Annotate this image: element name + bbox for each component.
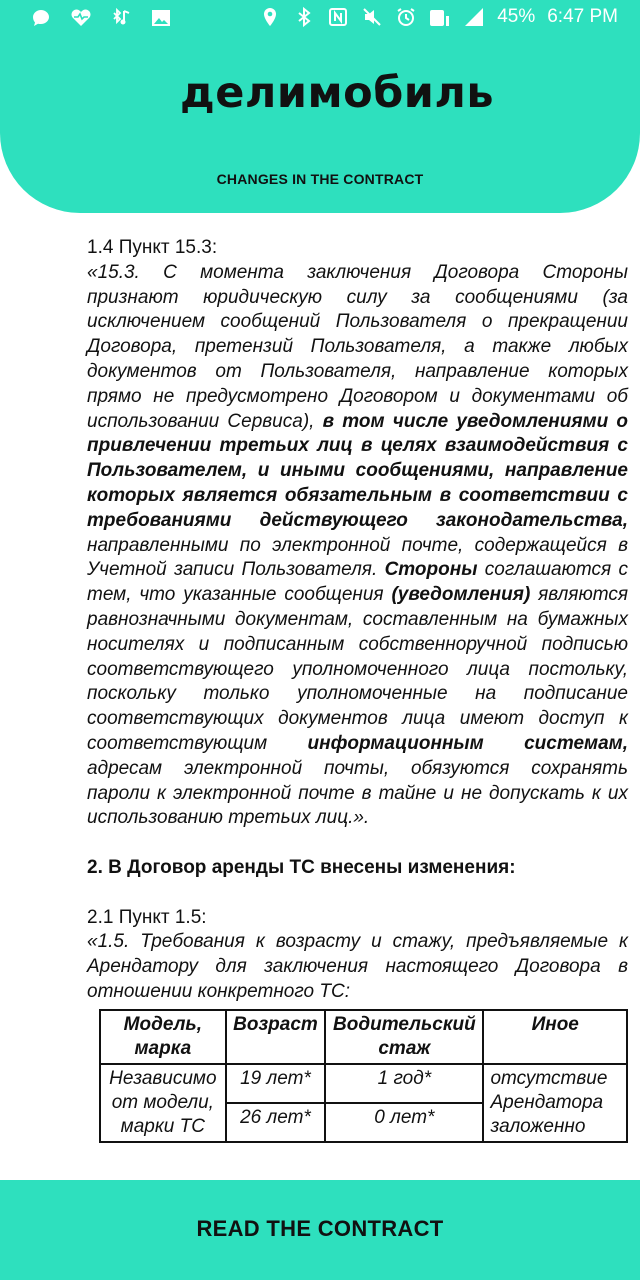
table-cell: Независимо от модели, марки ТС: [100, 1064, 226, 1142]
section-1-4-text: «15.3. С момента заключения Договора Стороны признают юридическую силу за сообщениями (за исключением сообщений Пользователя о прекращении Договора, претензий Пользователя, а также любых документов от Пользователя, направление которых прямо не предусмотрено Договором и документами об использовании Сервиса), в том числе уведомлениями о привлечении третьих лиц в целях взаимодействия с Пользователем, и иными сообщениями, направление которых является обязательным в соответствии с требованиями действующего законодательства, направленными по электронной почте, содержащейся в Учетной записи Пользователя. Стороны соглашаются с тем, что указанные сообщения (уведомления) являются равнозначными документам, составленным на бумажных носителях и подписанным собственноручной подписью соответствующего уполномоченного лица постольку, поскольку только уполномоченные на подписание соответствующих документов лица имеют доступ к соответствующим информационным системам, адресам электронной почты, обязуются сохранять пароли к электронной почте в тайне и не допускать к их использованию третьих лиц.».: [87, 261, 629, 829]
app-header: [0, 38, 640, 213]
clock-time: 6:47 PM: [547, 6, 618, 27]
section-2-1-title: 2.1 Пункт 1.5:: [87, 906, 207, 928]
table-header-row: [100, 1010, 627, 1064]
chat-bubble-icon: [30, 7, 52, 29]
battery-percent: 45%: [497, 6, 536, 27]
table-header-cell: Модель, марка: [100, 1010, 226, 1064]
table-header-cell: Водительский стаж: [325, 1010, 483, 1064]
section-2-1-text: «1.5. Требования к возрасту и стажу, предъявляемые к Арендатору для заключения настоящего Договора в отношении конкретного ТС:: [87, 931, 628, 1002]
read-contract-label: READ THE CONTRACT: [196, 1216, 444, 1241]
bluetooth-icon: [293, 6, 315, 28]
status-bar-left-icons: [30, 7, 172, 29]
section-2-heading: 2. В Договор аренды ТС внесены изменения:: [87, 856, 516, 878]
table-cell: 19 лет*: [226, 1064, 326, 1103]
nfc-icon: [327, 6, 349, 28]
signal-icon: [463, 6, 485, 28]
table-header-cell: Возраст: [226, 1010, 326, 1064]
table-cell: 0 лет*: [325, 1103, 483, 1142]
location-icon: [259, 6, 281, 28]
read-contract-button[interactable]: [0, 1180, 640, 1280]
table-cell: 26 лет*: [226, 1103, 326, 1142]
alarm-icon: [395, 6, 417, 28]
image-icon: [150, 7, 172, 29]
bluetooth-music-icon: [110, 7, 132, 29]
table-cell: 1 год*: [325, 1064, 483, 1103]
table-header-cell: Иное: [483, 1010, 627, 1064]
requirements-table: [99, 1009, 628, 1143]
mute-icon: [361, 6, 383, 28]
page-subtitle: CHANGES IN THE CONTRACT: [216, 171, 424, 187]
status-bar-right-icons: [259, 6, 618, 28]
table-cell: отсутствие Арендатора заложенно: [483, 1064, 627, 1142]
section-1-4-title: 1.4 Пункт 15.3:: [87, 237, 218, 258]
heartbeat-icon: [70, 7, 92, 29]
app-logo: делимобиль: [180, 68, 495, 118]
contract-changes-content[interactable]: [87, 236, 628, 1143]
4g-signal-icon: [429, 6, 451, 28]
status-bar: [0, 0, 640, 38]
table-row: [100, 1064, 627, 1103]
